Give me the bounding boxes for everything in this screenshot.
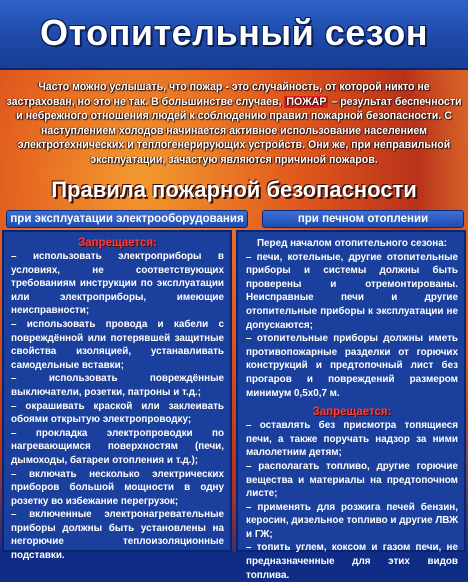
- intro-before: Часто можно услышать, что пожар - это случайность, от которой никто не застрахован, но это не так. В большинстве случаев,: [6, 81, 430, 108]
- list-item: – располагать топливо, другие горючие вещества и материалы на предтопочном листе;: [246, 460, 458, 500]
- right-subtitle: при печном отоплении: [262, 210, 464, 228]
- list-item: – использовать электроприборы в условиях, не соответствующих требованиям инструкции по эксплуатации или электроприборы, имеющие неисправности;: [11, 251, 224, 317]
- left-heading: Запрещается:: [78, 237, 157, 249]
- poster-title: Отопительный сезон: [39, 12, 429, 53]
- list-item: – печи, котельные, другие отопительные приборы и системы должны быть проверены и отремонтированы. Неисправные печи и другие отопительные приборы к эксплуатации не допускаются;: [246, 251, 458, 331]
- left-panel: [2, 230, 232, 562]
- list-item: – прокладка электропроводки по нагревающимся поверхностям (печи, дымоходы, батареи отопления и т.д.);: [11, 427, 224, 466]
- title-bar: [0, 0, 468, 70]
- left-subtitle: при эксплуатации электрооборудования: [6, 210, 248, 228]
- list-item: – топить углем, коксом и газом печи, не предназначенные для этих видов топлива.: [246, 542, 458, 581]
- rules-title: Правила пожарной безопасности: [51, 177, 417, 202]
- intro-text: [6, 80, 462, 168]
- list-item: – отопительные приборы должны иметь противопожарные разделки от горючих конструкций и предтопочный лист без прогаров и повреждений размером минимум 0,5х0,7 м.: [246, 333, 458, 399]
- list-item: – использовать повреждённые выключатели, розетки, патроны и т.д.;: [11, 373, 224, 398]
- list-item: – применять для розжига печей бензин, керосин, дизельное топливо и другие ЛВЖ и ГЖ;: [246, 501, 458, 540]
- intro-highlight: ПОЖАР: [286, 95, 327, 108]
- list-item: – включенные электронагревательные приборы должны быть установлены на негорючие теплоизоляционные подставки.: [11, 509, 224, 562]
- list-item: – оставлять без присмотра топящиеся печи, а также поручать надзор за ними малолетним детям;: [246, 420, 458, 459]
- right-panel: [236, 230, 466, 581]
- list-item: – включать несколько электрических приборов большой мощности в одну розетку во избежание перегрузок;: [11, 468, 224, 507]
- right-heading: Перед началом отопительного сезона:: [256, 238, 448, 249]
- list-item: – использовать провода и кабели с повреждённой или потерявшей защитные свойства изоляцией, устанавливать самодельные вставки;: [11, 318, 224, 371]
- intro-after: – результат беспечности и небрежного отношения людей к соблюдению правил пожарной безопасности. С наступлением холодов начинается активное использование населением электротехнических и теплогенерирующих устройств. Они же, при неправильной эксплуатации, зачастую являются причиной пожаров.: [16, 95, 462, 166]
- right-heading-prohibited: Запрещается:: [312, 406, 392, 419]
- list-item: – окрашивать краской или заклеивать обоями открытую электропроводку;: [11, 400, 224, 426]
